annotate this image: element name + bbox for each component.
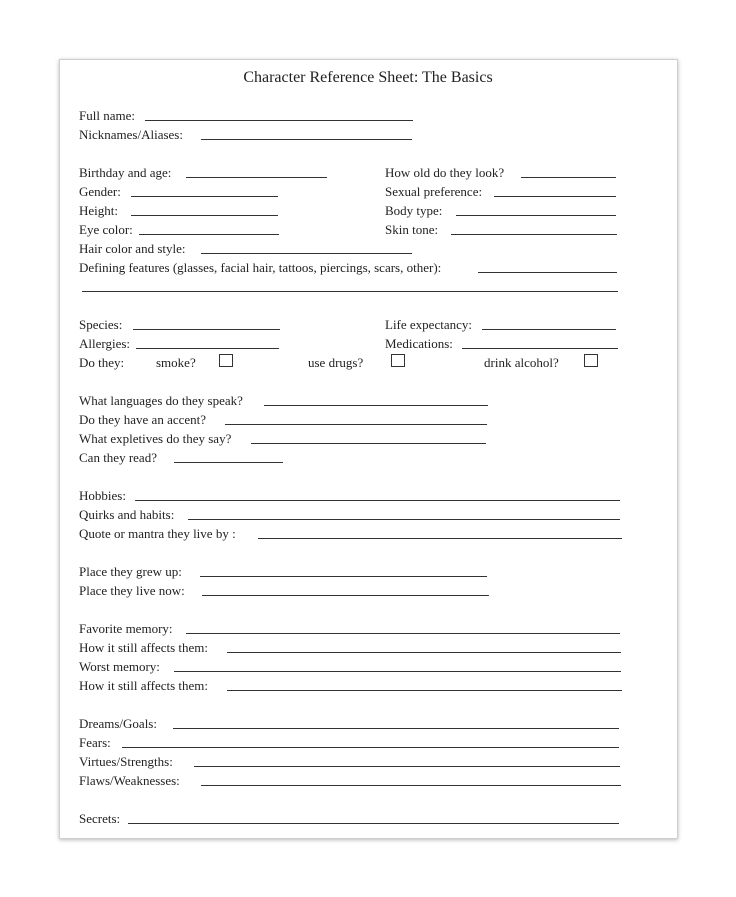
secrets-label: Secrets:	[79, 811, 121, 826]
height-field[interactable]	[131, 215, 278, 216]
hobbies-field[interactable]	[135, 500, 620, 501]
accent-field[interactable]	[225, 424, 487, 425]
fears-field[interactable]	[122, 747, 619, 748]
do-they-label: Do they:	[79, 355, 125, 370]
accent-label: Do they have an accent?	[79, 412, 207, 427]
affects-label-2: How it still affects them:	[79, 678, 209, 693]
alcohol-checkbox[interactable]	[584, 354, 598, 367]
expletives-field[interactable]	[251, 443, 486, 444]
hobbies-label: Hobbies:	[79, 488, 126, 503]
sexual-preference-field[interactable]	[494, 196, 616, 197]
eye-color-field[interactable]	[139, 234, 279, 235]
smoke-label: smoke?	[156, 355, 196, 370]
body-type-label: Body type:	[385, 203, 443, 218]
fears-label: Fears:	[79, 735, 111, 750]
page-title: Character Reference Sheet: The Basics	[243, 69, 493, 86]
languages-field[interactable]	[264, 405, 488, 406]
defining-features-field[interactable]	[478, 272, 617, 273]
quirks-field[interactable]	[188, 519, 620, 520]
favorite-memory-field[interactable]	[186, 633, 620, 634]
live-now-field[interactable]	[202, 595, 489, 596]
expletives-label: What expletives do they say?	[79, 431, 232, 446]
defining-features-label: Defining features (glasses, facial hair, tattoos, piercings, scars, other):	[79, 260, 442, 275]
species-field[interactable]	[133, 329, 280, 330]
birthday-label: Birthday and age:	[79, 165, 172, 180]
life-expectancy-label: Life expectancy:	[385, 317, 472, 332]
looks-age-field[interactable]	[521, 177, 616, 178]
eye-color-label: Eye color:	[79, 222, 133, 237]
grew-up-field[interactable]	[200, 576, 487, 577]
worst-memory-field[interactable]	[174, 671, 621, 672]
grew-up-label: Place they grew up:	[79, 564, 182, 579]
nicknames-label: Nicknames/Aliases:	[79, 127, 183, 142]
full-name-field[interactable]	[145, 120, 413, 121]
dreams-field[interactable]	[173, 728, 619, 729]
languages-label: What languages do they speak?	[79, 393, 243, 408]
secrets-field[interactable]	[128, 823, 619, 824]
virtues-label: Virtues/Strengths:	[79, 754, 173, 769]
body-type-field[interactable]	[456, 215, 616, 216]
full-name-label: Full name:	[79, 108, 135, 123]
affects-label-1: How it still affects them:	[79, 640, 209, 655]
height-label: Height:	[79, 203, 118, 218]
hair-label: Hair color and style:	[79, 241, 186, 256]
hair-field[interactable]	[201, 253, 412, 254]
flaws-field[interactable]	[201, 785, 621, 786]
sexual-preference-label: Sexual preference:	[385, 184, 483, 199]
allergies-label: Allergies:	[79, 336, 131, 351]
quote-field[interactable]	[258, 538, 622, 539]
virtues-field[interactable]	[194, 766, 620, 767]
alcohol-label: drink alcohol?	[484, 355, 559, 370]
smoke-checkbox[interactable]	[219, 354, 233, 367]
drugs-checkbox[interactable]	[391, 354, 405, 367]
allergies-field[interactable]	[136, 348, 279, 349]
affects-field-2[interactable]	[227, 690, 622, 691]
medications-field[interactable]	[462, 348, 618, 349]
affects-field-1[interactable]	[227, 652, 621, 653]
defining-features-field-line2[interactable]	[82, 291, 618, 292]
skin-tone-label: Skin tone:	[385, 222, 439, 237]
birthday-field[interactable]	[186, 177, 327, 178]
favorite-memory-label: Favorite memory:	[79, 621, 173, 636]
looks-age-label: How old do they look?	[385, 165, 505, 180]
gender-field[interactable]	[131, 196, 278, 197]
quote-label: Quote or mantra they live by :	[79, 526, 236, 541]
skin-tone-field[interactable]	[451, 234, 617, 235]
read-label: Can they read?	[79, 450, 157, 465]
nicknames-field[interactable]	[201, 139, 412, 140]
dreams-label: Dreams/Goals:	[79, 716, 157, 731]
flaws-label: Flaws/Weaknesses:	[79, 773, 180, 788]
medications-label: Medications:	[385, 336, 453, 351]
worst-memory-label: Worst memory:	[79, 659, 160, 674]
gender-label: Gender:	[79, 184, 121, 199]
read-field[interactable]	[174, 462, 283, 463]
drugs-label: use drugs?	[308, 355, 364, 370]
life-expectancy-field[interactable]	[482, 329, 616, 330]
live-now-label: Place they live now:	[79, 583, 185, 598]
species-label: Species:	[79, 317, 123, 332]
quirks-label: Quirks and habits:	[79, 507, 175, 522]
